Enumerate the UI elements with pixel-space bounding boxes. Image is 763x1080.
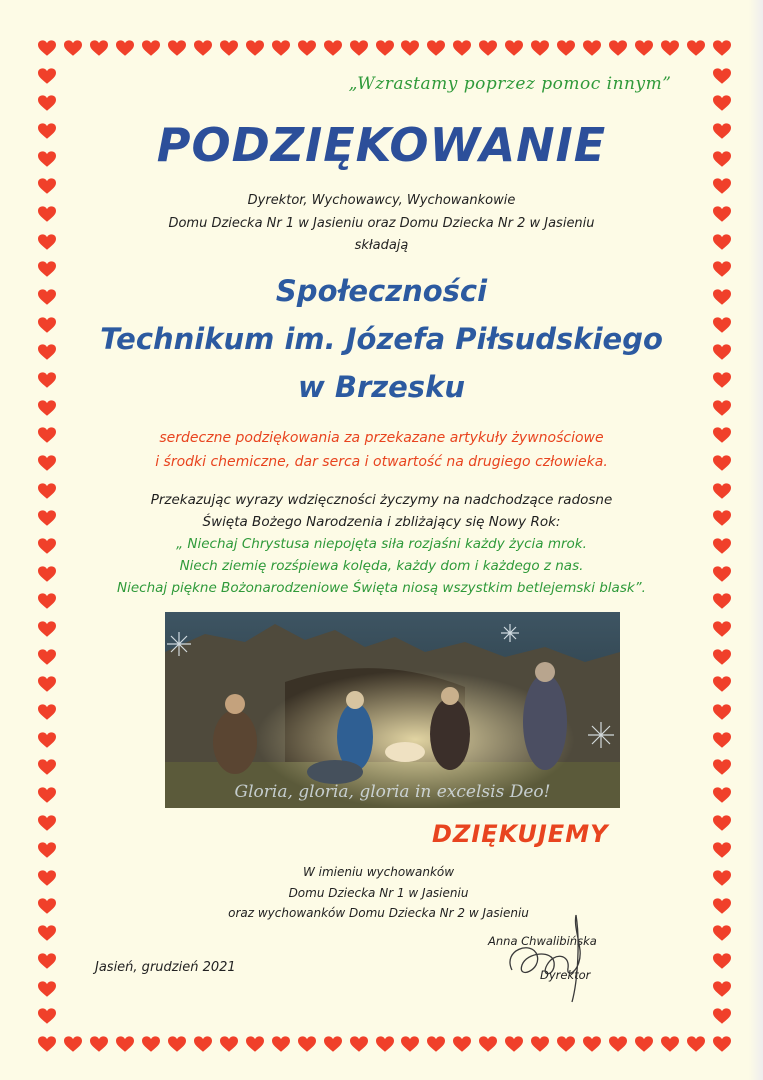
- heart-icon: [687, 40, 705, 57]
- heart-icon: [38, 704, 56, 721]
- heart-icon: [713, 95, 731, 112]
- heart-icon: [142, 1036, 160, 1053]
- nativity-photo: [165, 612, 620, 808]
- thanks-line: i środki chemiczne, dar serca i otwartość na drugiego człowieka.: [155, 454, 608, 470]
- heart-icon: [376, 40, 394, 57]
- heart-icon: [194, 40, 212, 57]
- heart-icon: [38, 649, 56, 666]
- heart-icon: [427, 1036, 445, 1053]
- heart-icon: [713, 981, 731, 998]
- intro-line: Dyrektor, Wychowawcy, Wychowankowie: [247, 193, 516, 208]
- heart-icon: [557, 1036, 575, 1053]
- heart-icon: [479, 40, 497, 57]
- heart-icon: [713, 704, 731, 721]
- handwritten-signature: [492, 910, 622, 1005]
- heart-icon: [38, 1036, 56, 1053]
- signer-name: Anna Chwalibińska: [488, 934, 597, 948]
- heart-icon: [38, 732, 56, 749]
- signoff-line: oraz wychowanków Domu Dziecka Nr 2 w Jasieniu: [228, 906, 529, 920]
- signoff-line: Domu Dziecka Nr 1 w Jasieniu: [288, 886, 469, 900]
- heart-icon: [713, 953, 731, 970]
- heart-icon: [142, 40, 160, 57]
- heart-icon: [38, 925, 56, 942]
- heart-icon: [90, 40, 108, 57]
- recipient-line: w Brzesku: [297, 370, 466, 404]
- heart-icon: [376, 1036, 394, 1053]
- heart-icon: [38, 1008, 56, 1025]
- heart-icon: [90, 1036, 108, 1053]
- heart-icon: [298, 40, 316, 57]
- heart-icon: [194, 1036, 212, 1053]
- heart-icon: [168, 1036, 186, 1053]
- thanks-line: serdeczne podziękowania za przekazane artykuły żywnościowe: [159, 430, 604, 446]
- motto: „Wzrastamy poprzez pomoc innym”: [348, 74, 672, 94]
- recipient-line: Technikum im. Józefa Piłsudskiego: [100, 322, 663, 356]
- heart-icon: [453, 1036, 471, 1053]
- heart-icon: [713, 925, 731, 942]
- heart-icon: [713, 676, 731, 693]
- heart-icon: [324, 40, 342, 57]
- heart-icon: [557, 40, 575, 57]
- heart-icon: [64, 40, 82, 57]
- photo-caption: Gloria, gloria, gloria in excelsis Deo!: [234, 782, 551, 802]
- heart-icon: [609, 40, 627, 57]
- heart-icon: [272, 1036, 290, 1053]
- heart-icon: [220, 1036, 238, 1053]
- heart-icon: [713, 842, 731, 859]
- heart-icon: [38, 842, 56, 859]
- quote-line: „ Niechaj Chrystusa niepojęta siła rozjaśni każdy życia mrok.: [176, 536, 587, 552]
- signer-role: Dyrektor: [540, 968, 591, 982]
- closing-heading: DZIĘKUJEMY: [432, 820, 609, 848]
- heart-icon: [505, 1036, 523, 1053]
- heart-icon: [220, 40, 238, 57]
- heart-icon: [427, 40, 445, 57]
- recipient-line: Społeczności: [275, 274, 488, 308]
- heart-icon: [38, 95, 56, 112]
- quote-line: Niechaj piękne Bożonarodzeniowe Święta niosą wszystkim betlejemski blask”.: [117, 580, 646, 596]
- intro-line: składają: [354, 238, 409, 253]
- heart-icon: [38, 676, 56, 693]
- heart-icon: [38, 759, 56, 776]
- heart-icon: [661, 1036, 679, 1053]
- intro-line: Domu Dziecka Nr 1 w Jasieniu oraz Domu Dziecka Nr 2 w Jasieniu: [168, 216, 595, 231]
- place-date: Jasień, grudzień 2021: [95, 960, 236, 975]
- heart-icon: [713, 621, 731, 638]
- heart-icon: [453, 40, 471, 57]
- heart-icon: [38, 815, 56, 832]
- heart-icon: [713, 815, 731, 832]
- heart-icon: [713, 732, 731, 749]
- wish-line: Święta Bożego Narodzenia i zbliżający się Nowy Rok:: [202, 514, 561, 530]
- heart-icon: [661, 40, 679, 57]
- heart-icon: [38, 787, 56, 804]
- heart-icon: [479, 1036, 497, 1053]
- wish-line: Przekazując wyrazy wdzięczności życzymy na nadchodzące radosne: [150, 492, 613, 508]
- heart-icon: [687, 1036, 705, 1053]
- heart-icon: [713, 649, 731, 666]
- heart-icon: [505, 40, 523, 57]
- heart-icon: [168, 40, 186, 57]
- heart-icon: [609, 1036, 627, 1053]
- heart-icon: [583, 40, 601, 57]
- heart-icon: [531, 1036, 549, 1053]
- heart-icon: [272, 40, 290, 57]
- page-title: PODZIĘKOWANIE: [156, 118, 607, 172]
- heart-icon: [713, 759, 731, 776]
- quote-line: Niech ziemię rozśpiewa kolęda, każdy dom i każdego z nas.: [179, 558, 584, 574]
- heart-icon: [713, 787, 731, 804]
- heart-icon: [38, 981, 56, 998]
- heart-icon: [116, 1036, 134, 1053]
- heart-icon: [583, 1036, 601, 1053]
- heart-icon: [713, 1036, 731, 1053]
- heart-icon: [38, 953, 56, 970]
- heart-icon: [116, 40, 134, 57]
- signoff-line: W imieniu wychowanków: [302, 865, 455, 879]
- heart-icon: [38, 621, 56, 638]
- heart-icon: [246, 1036, 264, 1053]
- heart-icon: [350, 1036, 368, 1053]
- heart-icon: [38, 40, 56, 57]
- heart-icon: [401, 40, 419, 57]
- heart-icon: [635, 40, 653, 57]
- heart-icon: [635, 1036, 653, 1053]
- heart-icon: [531, 40, 549, 57]
- heart-icon: [324, 1036, 342, 1053]
- heart-icon: [38, 68, 56, 85]
- heart-icon: [713, 1008, 731, 1025]
- heart-icon: [246, 40, 264, 57]
- heart-icon: [298, 1036, 316, 1053]
- heart-icon: [64, 1036, 82, 1053]
- heart-icon: [713, 40, 731, 57]
- heart-icon: [401, 1036, 419, 1053]
- heart-icon: [350, 40, 368, 57]
